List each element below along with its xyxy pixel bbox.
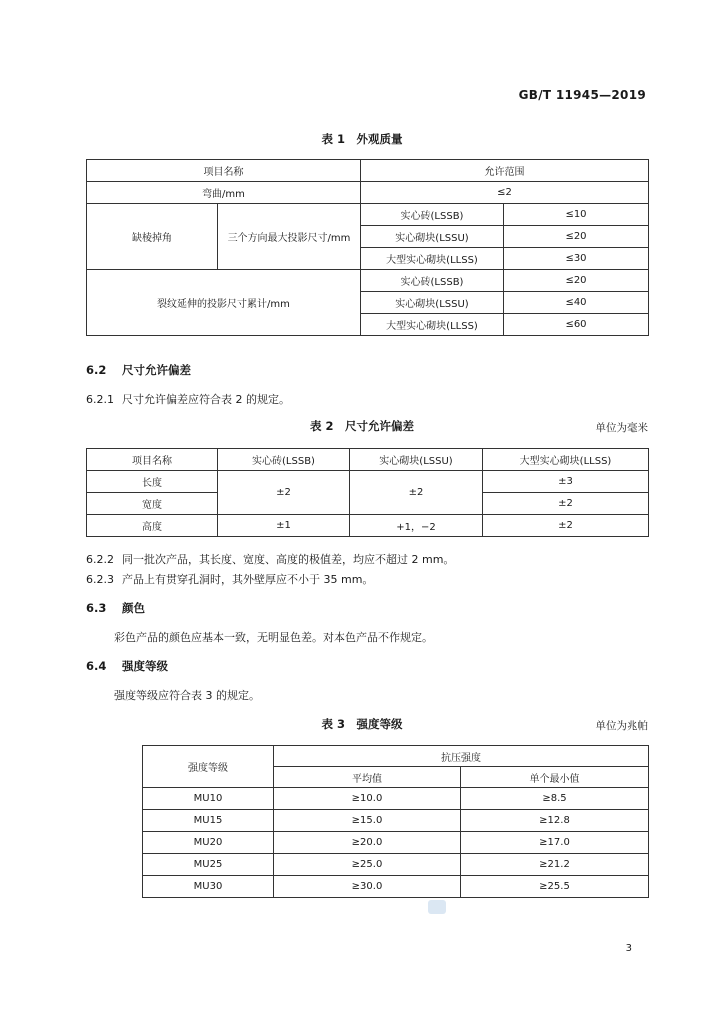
table1-crack-group: 裂纹延伸的投影尺寸累计/mm bbox=[87, 270, 361, 336]
table3-avg: ≥10.0 bbox=[274, 788, 461, 810]
table1-corner-type: 实心砌块(LSSU) bbox=[361, 226, 504, 248]
clause-6-2-3 bbox=[86, 571, 373, 587]
clause-text: 产品上有贯穿孔洞时，其外壁厚应不小于 35 mm。 bbox=[122, 573, 374, 586]
table3-avg: ≥20.0 bbox=[274, 832, 461, 854]
table1-crack-type: 实心砖(LSSB) bbox=[361, 270, 504, 292]
table2-height-label: 高度 bbox=[87, 515, 218, 537]
table2-height-brick: ±1 bbox=[218, 515, 350, 537]
table2 bbox=[86, 448, 649, 537]
table1-corner-group: 缺棱掉角 bbox=[87, 204, 218, 270]
section-title: 尺寸允许偏差 bbox=[122, 363, 191, 377]
table3-avg: ≥25.0 bbox=[274, 854, 461, 876]
table1-head-item: 项目名称 bbox=[87, 160, 361, 182]
table3-grade: MU15 bbox=[143, 810, 274, 832]
page-number: 3 bbox=[625, 943, 632, 954]
table3-min: ≥25.5 bbox=[461, 876, 649, 898]
table1-crack-type: 实心砌块(LSSU) bbox=[361, 292, 504, 314]
table1 bbox=[86, 159, 649, 336]
section-title: 强度等级 bbox=[122, 659, 168, 673]
table2-length-label: 长度 bbox=[87, 471, 218, 493]
table2-caption: 表 2 尺寸允许偏差 bbox=[309, 419, 414, 433]
clause-number: 6.2.2 bbox=[86, 553, 114, 566]
table3-unit: 单位为兆帕 bbox=[595, 720, 648, 732]
table2-height-large: ±2 bbox=[483, 515, 649, 537]
table3-min: ≥17.0 bbox=[461, 832, 649, 854]
table3 bbox=[142, 745, 649, 898]
table3-min: ≥21.2 bbox=[461, 854, 649, 876]
section-6-2-heading bbox=[86, 362, 191, 378]
table1-crack-type: 大型实心砌块(LLSS) bbox=[361, 314, 504, 336]
table2-lw-brick: ±2 bbox=[218, 471, 350, 515]
table2-width-label: 宽度 bbox=[87, 493, 218, 515]
table2-head-large: 大型实心砌块(LLSS) bbox=[483, 449, 649, 471]
table2-length-large: ±3 bbox=[483, 471, 649, 493]
table3-grade: MU20 bbox=[143, 832, 274, 854]
clause-6-2-2 bbox=[86, 551, 454, 567]
table1-head-range: 允许范围 bbox=[361, 160, 649, 182]
section-title: 颜色 bbox=[122, 601, 145, 615]
table2-unit: 单位为毫米 bbox=[595, 422, 648, 434]
clause-number: 6.2.1 bbox=[86, 393, 114, 406]
table3-min: ≥12.8 bbox=[461, 810, 649, 832]
table3-grade: MU25 bbox=[143, 854, 274, 876]
clause-text: 同一批次产品，其长度、宽度、高度的极值差，均应不超过 2 mm。 bbox=[122, 553, 455, 566]
table2-head-item: 项目名称 bbox=[87, 449, 218, 471]
table3-avg: ≥30.0 bbox=[274, 876, 461, 898]
section-6-3-heading bbox=[86, 600, 145, 616]
table1-corner-type: 实心砖(LSSB) bbox=[361, 204, 504, 226]
clause-text: 尺寸允许偏差应符合表 2 的规定。 bbox=[122, 393, 290, 406]
table1-corner-value: ≤20 bbox=[504, 226, 649, 248]
table1-bend-value: ≤2 bbox=[361, 182, 649, 204]
table3-grade: MU10 bbox=[143, 788, 274, 810]
section-6-4-heading bbox=[86, 658, 168, 674]
table3-min: ≥8.5 bbox=[461, 788, 649, 810]
table2-height-block: +1，−2 bbox=[350, 515, 483, 537]
table2-width-large: ±2 bbox=[483, 493, 649, 515]
clause-number: 6.2.3 bbox=[86, 573, 114, 586]
section-6-4-text: 强度等级应符合表 3 的规定。 bbox=[114, 689, 260, 702]
table2-head-block: 实心砌块(LSSU) bbox=[350, 449, 483, 471]
table2-lw-block: ±2 bbox=[350, 471, 483, 515]
section-6-3-text: 彩色产品的颜色应基本一致，无明显色差。对本色产品不作规定。 bbox=[114, 631, 433, 644]
clause-6-2-1 bbox=[86, 391, 290, 407]
table1-corner-sub: 三个方向最大投影尺寸/mm bbox=[218, 204, 361, 270]
table1-bend-label: 弯曲/mm bbox=[87, 182, 361, 204]
section-number: 6.4 bbox=[86, 659, 107, 673]
table3-head-grade: 强度等级 bbox=[143, 746, 274, 788]
table1-crack-value: ≤20 bbox=[504, 270, 649, 292]
table3-head-strength: 抗压强度 bbox=[274, 746, 649, 767]
table1-corner-value: ≤10 bbox=[504, 204, 649, 226]
section-number: 6.2 bbox=[86, 363, 107, 377]
table1-caption: 表 1 外观质量 bbox=[321, 132, 403, 146]
table3-caption: 表 3 强度等级 bbox=[321, 717, 403, 731]
watermark-icon bbox=[428, 900, 446, 914]
table3-grade: MU30 bbox=[143, 876, 274, 898]
section-number: 6.3 bbox=[86, 601, 107, 615]
table1-crack-value: ≤60 bbox=[504, 314, 649, 336]
standard-number: GB/T 11945—2019 bbox=[518, 88, 646, 102]
table1-corner-type: 大型实心砌块(LLSS) bbox=[361, 248, 504, 270]
table1-corner-value: ≤30 bbox=[504, 248, 649, 270]
table3-head-min: 单个最小值 bbox=[461, 767, 649, 788]
table3-head-avg: 平均值 bbox=[274, 767, 461, 788]
table2-head-brick: 实心砖(LSSB) bbox=[218, 449, 350, 471]
table1-crack-value: ≤40 bbox=[504, 292, 649, 314]
table3-avg: ≥15.0 bbox=[274, 810, 461, 832]
